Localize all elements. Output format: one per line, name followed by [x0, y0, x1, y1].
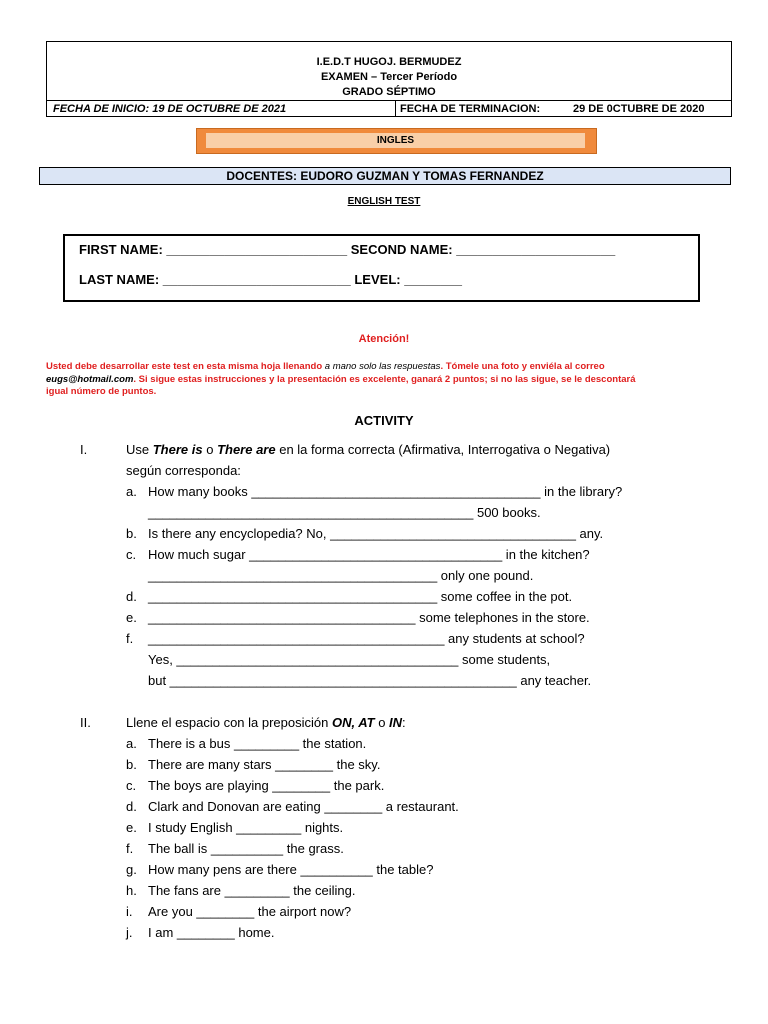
section2-item-text[interactable]: Clark and Donovan are eating ________ a restaurant.: [148, 799, 459, 814]
section2-item[interactable]: [126, 883, 355, 898]
section1-item-letter: c.: [126, 547, 137, 562]
section2-item[interactable]: [126, 904, 351, 919]
section2-item[interactable]: [126, 799, 459, 814]
section1-there-are: There are: [217, 442, 276, 457]
exam-period: EXAMEN – Tercer Período: [320, 71, 458, 83]
section2-item-letter: i.: [126, 904, 133, 919]
section2-item-text[interactable]: Are you ________ the airport now?: [148, 904, 352, 919]
section2-in: IN: [389, 715, 403, 730]
section1-item-text[interactable]: but ________________________________________________ any teacher.: [148, 673, 592, 688]
section2-item-text[interactable]: The boys are playing ________ the park.: [148, 778, 385, 793]
header-title-block: [47, 42, 731, 100]
instructions-part2: a mano solo las respuestas: [322, 361, 441, 372]
section2-text-a: Llene el espacio con la preposición: [126, 715, 332, 730]
section2-item-text[interactable]: There are many stars ________ the sky.: [148, 757, 381, 772]
end-date-label: FECHA DE TERMINACION:: [400, 103, 541, 115]
section2-item-letter: e.: [126, 820, 137, 835]
section1-there-is: There is: [152, 442, 203, 457]
section2-item-letter: g.: [126, 862, 137, 877]
section1-item[interactable]: [126, 673, 591, 688]
instructions-email: eugs@hotmail.com: [46, 373, 134, 385]
school-name: I.E.D.T HUGOJ. BERMUDEZ: [316, 56, 462, 68]
section1-numeral: I.: [80, 442, 88, 457]
section1-item[interactable]: [126, 652, 550, 667]
section2-numeral: II.: [80, 715, 91, 730]
test-title: ENGLISH TEST: [347, 196, 421, 207]
section1-item[interactable]: [126, 547, 590, 562]
section1-item-text[interactable]: ________________________________________ only one pound.: [148, 568, 534, 583]
section1-item-text[interactable]: Is there any encyclopedia? No, __________________________________ any.: [148, 526, 604, 541]
activity-title: ACTIVITY: [354, 413, 414, 428]
start-date: FECHA DE INICIO: 19 DE OCTUBRE DE 2021: [53, 103, 287, 115]
instructions-text: [46, 361, 736, 399]
instructions-part3: . Tómele una foto y enviéla al correo: [440, 361, 605, 372]
section1-text-a: Use: [126, 442, 153, 457]
section2-item-text[interactable]: I am ________ home.: [148, 925, 275, 940]
section1-item-letter: d.: [126, 589, 137, 604]
section1-instruction-cont: según corresponda:: [126, 463, 241, 478]
instructions-part1: Usted debe desarrollar este test en esta misma hoja llenando: [46, 361, 323, 372]
section1-item-text[interactable]: How many books ________________________________________ in the library?: [148, 484, 623, 499]
section2-item-letter: j.: [126, 925, 133, 940]
section2-item[interactable]: [126, 820, 343, 835]
attention-heading: Atención!: [358, 333, 410, 345]
section1-item[interactable]: [126, 589, 572, 604]
section2-on-at: ON, AT: [331, 715, 375, 730]
first-second-name-line[interactable]: FIRST NAME: _________________________ SECOND NAME: ______________________: [79, 242, 616, 257]
section2-item-text[interactable]: The fans are _________ the ceiling.: [148, 883, 356, 898]
section1-item[interactable]: [126, 484, 622, 499]
section1-item-letter: b.: [126, 526, 137, 541]
section2-item-letter: b.: [126, 757, 137, 772]
section2-text-e: :: [402, 715, 406, 730]
section2-item-letter: a.: [126, 736, 137, 751]
section1-item[interactable]: [126, 631, 585, 646]
section2-item[interactable]: [126, 736, 366, 751]
section2-item[interactable]: [126, 778, 384, 793]
section1-item-text[interactable]: _____________________________________ some telephones in the store.: [148, 610, 590, 625]
section1-item-text[interactable]: ________________________________________ some coffee in the pot.: [148, 589, 573, 604]
teachers-bar: DOCENTES: EUDORO GUZMAN Y TOMAS FERNANDEZ: [39, 167, 731, 185]
section1-item[interactable]: [126, 610, 590, 625]
section1-item-text[interactable]: How much sugar ___________________________________ in the kitchen?: [148, 547, 590, 562]
instructions-part6: igual número de puntos.: [46, 386, 157, 397]
grade: GRADO SÉPTIMO: [342, 86, 436, 98]
section2-item[interactable]: [126, 862, 433, 877]
section1-item-text[interactable]: Yes, _______________________________________ some students,: [148, 652, 551, 667]
section1-item-text[interactable]: _________________________________________ any students at school?: [148, 631, 585, 646]
section1-text-c: o: [202, 442, 218, 457]
section1-item-text[interactable]: _____________________________________________ 500 books.: [148, 505, 541, 520]
dates-row: [47, 100, 731, 117]
section2-item[interactable]: [126, 841, 344, 856]
student-names-box: [63, 234, 700, 302]
section2-instruction: [126, 715, 406, 730]
end-date: 29 DE 0CTUBRE DE 2020: [573, 103, 705, 115]
section2-item-text[interactable]: The ball is __________ the grass.: [148, 841, 344, 856]
section2-item-letter: d.: [126, 799, 137, 814]
section2-item-letter: f.: [126, 841, 134, 856]
instructions-part5: . Si sigue estas instrucciones y la presentación es excelente, ganará 2 puntos; si no las sigue, se le descontará: [133, 373, 636, 385]
header-table: [46, 41, 732, 117]
section2-item-letter: c.: [126, 778, 137, 793]
last-name-level-line[interactable]: LAST NAME: __________________________ LEVEL: ________: [79, 272, 463, 287]
section1-item[interactable]: [126, 568, 533, 583]
section2-item-letter: h.: [126, 883, 137, 898]
section2-item-text[interactable]: There is a bus _________ the station.: [148, 736, 367, 751]
section2-item-text[interactable]: How many pens are there __________ the table?: [148, 862, 434, 877]
section2-item[interactable]: [126, 757, 380, 772]
section1-instruction: [126, 442, 610, 457]
section2-item-text[interactable]: I study English _________ nights.: [148, 820, 344, 835]
subject-box: [196, 128, 597, 154]
section1-item-letter: f.: [126, 631, 134, 646]
section1-item-letter: e.: [126, 610, 137, 625]
subject-label: INGLES: [206, 133, 585, 148]
section1-item[interactable]: [126, 526, 603, 541]
section1-text-e: en la forma correcta (Afirmativa, Interrogativa o Negativa): [275, 442, 611, 457]
section2-item[interactable]: [126, 925, 274, 940]
section1-item[interactable]: [126, 505, 541, 520]
section2-text-c: o: [374, 715, 390, 730]
dates-divider: [395, 101, 396, 117]
section1-item-letter: a.: [126, 484, 137, 499]
